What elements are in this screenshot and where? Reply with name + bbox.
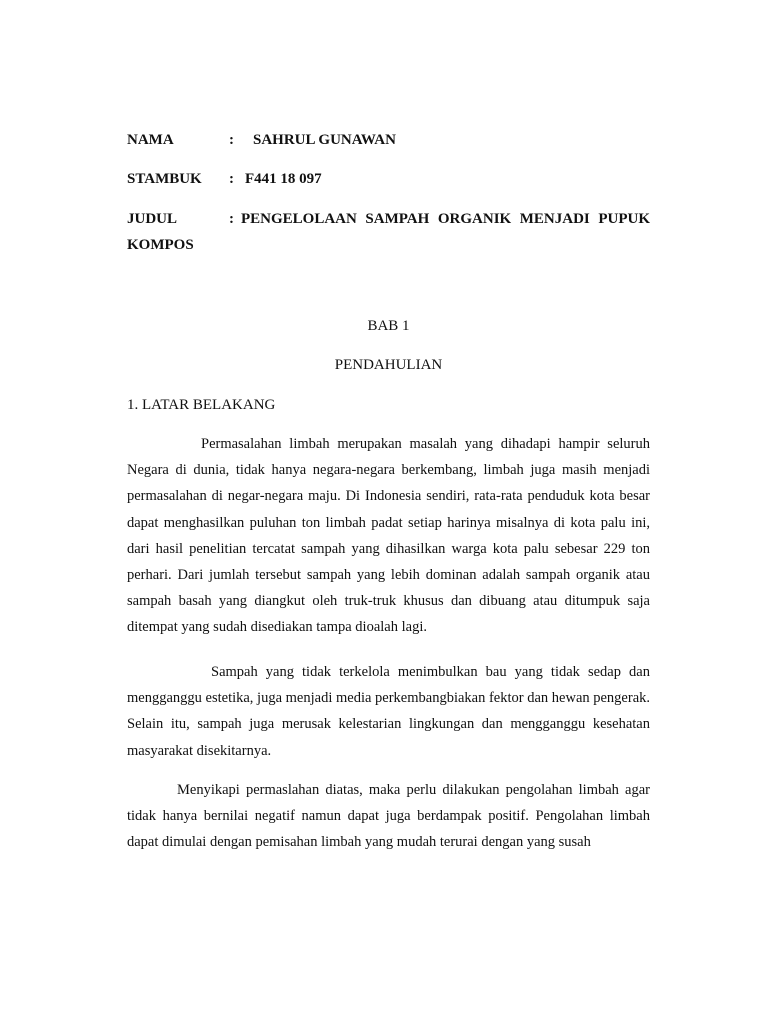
paragraph-1: Permasalahan limbah merupakan masalah yang dihadapi hampir seluruh Negara di dunia, tidak hanya negara-negara berkembang, limbah juga masih menjadi permasalahan di negar-negara maju. Di Indonesia sendiri, rata-rata penduduk kota besar dapat menghasilkan puluhan ton limbah padat setiap harinya misalnya di kota palu ini, dari hasil penelitian tercatat sampah yang dihasilkan warga kota palu sebesar 229 ton perhari. Dari jumlah tersebut sampah yang lebih dominan adalah sampah organik atau sampah basah yang diangkut oleh truk-truk khusus dan dibuang atau ditumpuk saja ditempat yang sudah disediakan tampa dioalah lagi. xyxy=(127,436,650,636)
paragraph-3: Menyikapi permaslahan diatas, maka perlu dilakukan pengolahan limbah agar tidak hanya bernilai negatif namun dapat juga berdampak positif. Pengolahan limbah dapat dimulai dengan pemisahan limbah yang mudah terurai dengan yang susah xyxy=(127,782,650,851)
stambuk-value: F441 18 097 xyxy=(245,171,322,187)
stambuk-colon: : xyxy=(229,171,234,187)
nama-colon: : xyxy=(229,132,234,148)
section-heading: 1. LATAR BELAKANG xyxy=(127,397,276,413)
judul-label: JUDUL xyxy=(127,211,178,227)
nama-value: SAHRUL GUNAWAN xyxy=(253,132,396,148)
stambuk-label: STAMBUK xyxy=(127,171,202,187)
judul-row xyxy=(127,206,650,258)
judul-colon: : xyxy=(229,211,234,227)
judul-value: PENGELOLAAN SAMPAH ORGANIK MENJADI PUPUK KOMPOS xyxy=(127,211,650,253)
paragraph-2: Sampah yang tidak terkelola menimbulkan bau yang tidak sedap dan mengganggu estetika, juga menjadi media perkembangbiakan fektor dan hewan pengerak. Selain itu, sampah juga merusak kelestarian lingkungan dan mengganggu kesehatan masyarakat disekitarnya. xyxy=(127,664,651,759)
chapter-title: PENDAHULIAN xyxy=(334,357,443,373)
chapter-number: BAB 1 xyxy=(367,318,410,334)
nama-label: NAMA xyxy=(127,132,174,148)
